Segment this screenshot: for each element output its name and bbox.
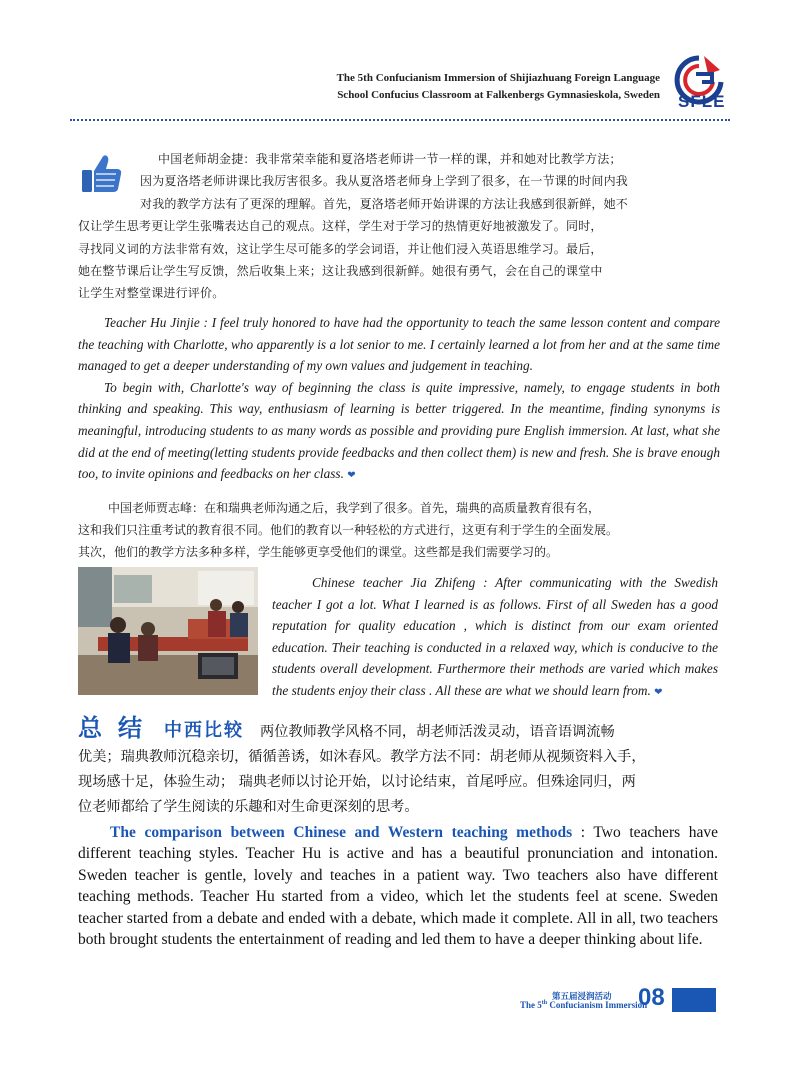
header-line-2: School Confucius Classroom at Falkenbergs Gymnasieskola, Sweden xyxy=(337,89,660,101)
footer-bar xyxy=(672,988,716,1012)
heart-icon: ❤ xyxy=(654,686,663,698)
header-divider xyxy=(70,119,730,121)
jia-cn-line: 中国老师贾志峰：在和瑞典老师沟通之后，我学到了很多。首先，瑞典的高质量教育很有名， xyxy=(108,501,601,515)
hu-cn-line: 寻找同义词的方法非常有效，这让学生尽可能多的学会词语，并让他们浸入英语思维学习。最后， xyxy=(78,241,603,256)
jia-en-para xyxy=(272,572,718,704)
footer-chinese-title: 第五届浸润活动 xyxy=(552,992,612,1002)
summary-cn-line: 位老师都给了学生阅读的乐趣和对生命更深刻的思考。 xyxy=(78,799,419,815)
summary-en-separator: : xyxy=(572,824,594,841)
summary-english xyxy=(78,822,718,950)
summary-cn-line: 优美；瑞典教师沉稳亲切，循循善诱，如沐春风。教学方法不同：胡老师从视频资料入手， xyxy=(78,749,646,765)
footer-en-post: Confucianism Immersion xyxy=(547,1000,648,1010)
jia-cn-line: 其次，他们的教学方法多种多样，学生能够更享受他们的课堂。这些都是我们需要学习的。 xyxy=(78,545,559,559)
hu-en-para-2 xyxy=(78,377,720,487)
summary-line-1 xyxy=(78,716,722,745)
hu-en-para-2-text: To begin with, Charlotte's way of beginning the class is quite impressive, namely, to engage students in both thinking and speaking. This way, enthusiasm of learning is better triggered. In the meantime, finding synonyms is meaningful, introducing students to as many words as possible and providing pure English immersion. At last, what she did at the end of meeting(letting students provide feedbacks and then collect them) is new and fresh. She is brave enough too, to invite opinions and feedbacks on her class. xyxy=(78,379,720,482)
heart-icon: ❤ xyxy=(347,470,356,482)
hu-cn-line: 她在整节课后让学生写反馈，然后收集上来；这让我感到很新鲜。她很有勇气，会在自己的课堂中 xyxy=(78,264,603,279)
hu-cn-line: 让学生对整堂课进行评价。 xyxy=(78,286,225,301)
header-line-1: The 5th Confucianism Immersion of Shijiazhuang Foreign Language xyxy=(336,72,660,84)
hu-en-para-1: Teacher Hu Jinjie : I feel truly honored to have had the opportunity to teach the same lesson content and compare the teaching with Charlotte, who apparently is a lot senior to me. I certainly learned a lot from her and at the same time managed to get a deeper understanding of my own values and judgement in teaching. xyxy=(78,315,720,374)
hu-english-paragraph xyxy=(78,312,720,487)
summary-subtitle: 中西比较 xyxy=(164,720,244,741)
summary-en-text: Two teachers have different teaching styles. Teacher Hu is active and has a beautiful pronunciation and intonation. Sweden teacher is gentle, lovely and teaches in a patient way. Two teachers also have different teaching methods. Teacher Hu started from a video, which let the students feel at scene. Sweden teacher started from a debate and ended with a debate, which made it complete. All in all, two teachers both brought students the entertainment of reading and led them to have a deeper thinking about life. xyxy=(78,824,719,949)
summary-cn-line: 现场感十足，体验生动； 瑞典老师以讨论开始，以讨论结束，首尾呼应。但殊途同归，两 xyxy=(78,774,636,790)
classroom-photo xyxy=(78,567,258,695)
hu-cn-line: 中国老师胡金捷：我非常荣幸能和夏洛塔老师讲一节一样的课，并和她对比教学方法； xyxy=(158,152,622,166)
jia-english-paragraph xyxy=(272,572,718,704)
jia-chinese-paragraph xyxy=(78,497,718,563)
hu-cn-line: 因为夏洛塔老师讲课比我厉害很多。我从夏洛塔老师身上学到了很多，在一节课的时间内我 xyxy=(140,174,629,189)
summary-chinese xyxy=(78,716,722,820)
summary-cn-line: 两位教师教学风格不同，胡老师活泼灵动，语音语调流畅 xyxy=(260,724,615,740)
summary-en-heading: The comparison between Chinese and Western teaching methods xyxy=(110,824,573,841)
footer-english-title xyxy=(520,1000,647,1010)
jia-en-text: Chinese teacher Jia Zhifeng : After communicating with the Swedish teacher I got a lot. What I learned is as follows. First of all Sweden has a good reputation for quality education , which is distinct from our exam oriented education. Their teaching is conducted in a relaxed way, which is conducive to the students overall development. Furthermore their methods are varied which makes the students enjoy their class . All these are what we should learn from. xyxy=(272,575,718,698)
footer-en-pre: The 5 xyxy=(520,1000,542,1010)
logo-text: SFLE xyxy=(678,92,726,111)
hu-chinese-paragraph xyxy=(78,148,718,305)
footer-en-sup: th xyxy=(541,1000,548,1006)
summary-title: 总结 xyxy=(78,714,158,742)
page-number: 08 xyxy=(638,984,665,1011)
hu-cn-line: 仅让学生思考更让学生张嘴表达自己的观点。这样，学生对于学习的热情更好地被激发了。同时， xyxy=(78,219,603,234)
hu-cn-line: 对我的教学方法有了更深的理解。首先，夏洛塔老师开始讲课的方法让我感到很新鲜，她不 xyxy=(140,196,629,211)
jia-cn-line: 这和我们只注重考试的教育很不同。他们的教育以一种轻松的方式进行，这更有利于学生的全面发展。 xyxy=(78,523,619,537)
page-header xyxy=(300,70,660,104)
